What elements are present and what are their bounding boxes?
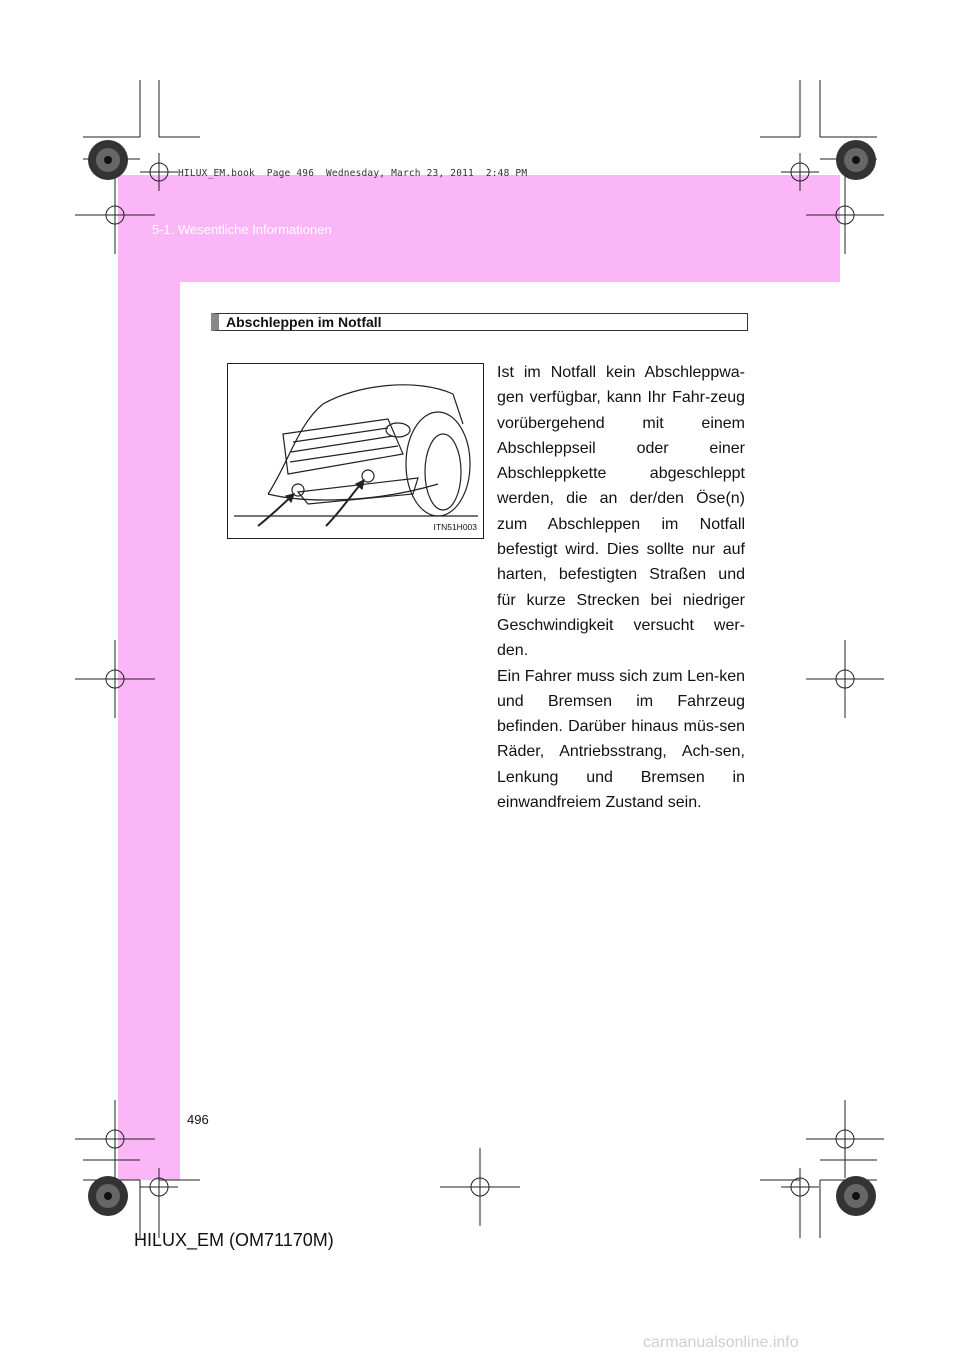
book-stamp: HILUX_EM.book Page 496 Wednesday, March 23, 2011 2:48 PM — [178, 168, 528, 179]
heading-text: Abschleppen im Notfall — [226, 314, 382, 330]
figure-code: ITN51H003 — [433, 522, 477, 532]
vehicle-front-illustration — [228, 364, 483, 538]
section-heading — [211, 313, 748, 331]
body-text — [497, 360, 745, 815]
footer-code: HILUX_EM (OM71170M) — [134, 1230, 334, 1250]
section-label: 5-1. Wesentliche Informationen — [152, 222, 332, 237]
registration-target-icon — [88, 140, 876, 1216]
figure-towing-eyelets — [227, 363, 484, 539]
paragraph: Ist im Notfall kein Abschleppwa-gen verfügbar, kann Ihr Fahr-zeug vorübergehend mit einem Abschleppseil oder einer Abschleppkette abgeschleppt werden, die an der/den Öse(n) zum Abschleppen im Notfall befestigt wird. Dies sollte nur auf harten, befestigten Straßen und für kurze Strecken bei niedriger Geschwindigkeit versucht wer-den. — [497, 364, 745, 660]
watermark: carmanualsonline.info — [643, 1334, 799, 1351]
page-number: 496 — [187, 1112, 209, 1127]
paragraph: Ein Fahrer muss sich zum Len-ken und Bremsen im Fahrzeug befinden. Darüber hinaus müs-sen Räder, Antriebsstrang, Ach-sen, Lenkung und Bremsen in einwandfreiem Zustand sein. — [497, 667, 745, 812]
